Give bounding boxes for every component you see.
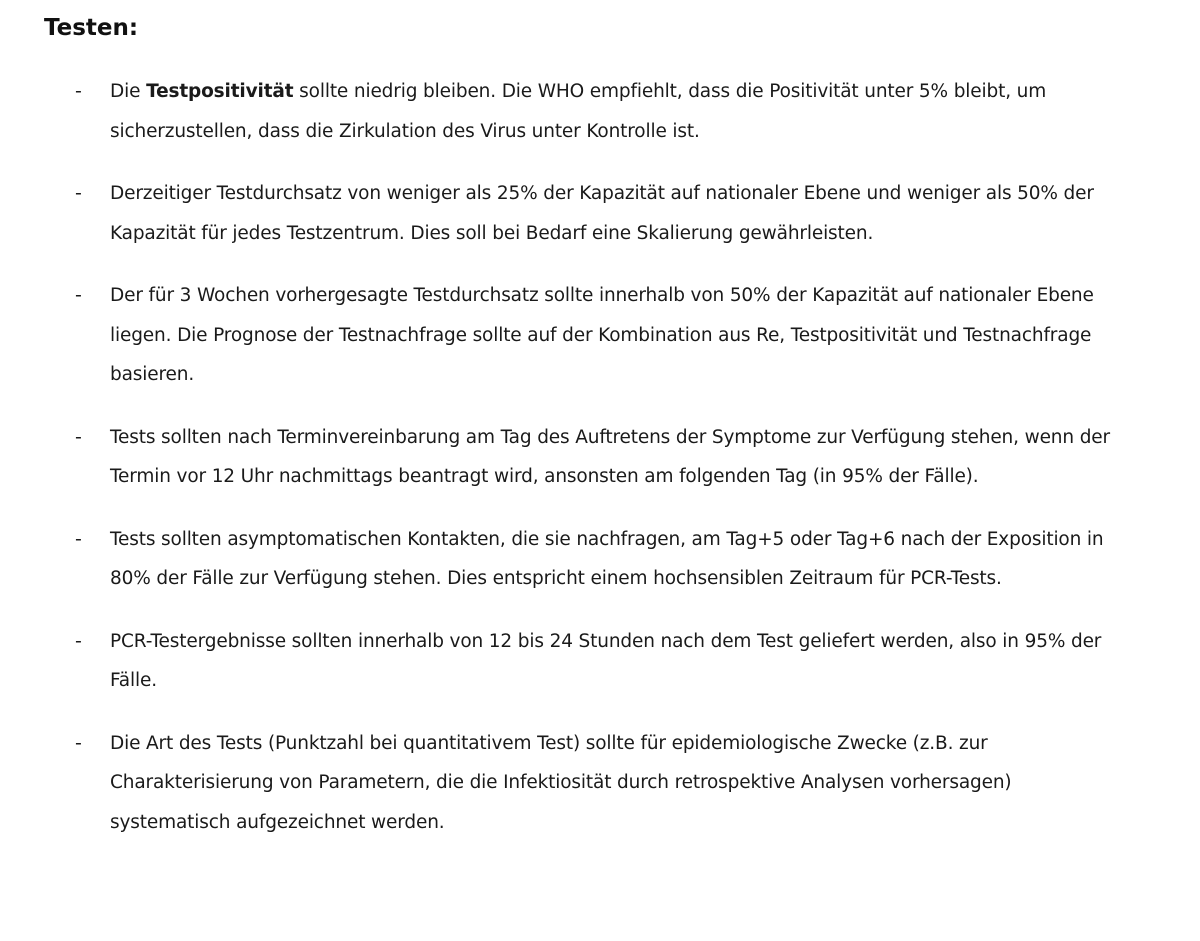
bullet-dash: - — [75, 284, 82, 306]
list-item-text: PCR-Testergebnisse sollten innerhalb von 12 bis 24 Stunden nach dem Test geliefert werden, also in 95% der Fälle. — [110, 630, 1102, 691]
list-item-appointment-availability — [0, 418, 1200, 497]
list-item-text: Derzeitiger Testdurchsatz von weniger als 25% der Kapazität auf nationaler Ebene und weniger als 50% der Kapazität für jedes Testzentrum. Dies soll bei Bedarf eine Skalierung gewährleisten. — [110, 183, 1094, 244]
text-before: Die — [110, 81, 147, 102]
list-item-forecast-throughput — [0, 276, 1200, 395]
list-item-text — [110, 72, 1120, 151]
bullet-dash: - — [75, 80, 82, 102]
list-item-test-type-recording — [0, 724, 1200, 843]
bullet-dash: - — [75, 425, 82, 448]
list-item-asymptomatic-contacts — [0, 520, 1200, 599]
text-after: sollte niedrig bleiben. Die WHO empfiehlt, dass die Positivität unter 5% bleibt, um sicherzustellen, dass die Zirkulation des Virus unter Kontrolle ist. — [110, 81, 1047, 142]
bullet-dash: - — [75, 731, 82, 754]
testing-criteria-list — [0, 72, 1200, 865]
list-item-text: Tests sollten asymptomatischen Kontakten, die sie nachfragen, am Tag+5 oder Tag+6 nach der Exposition in 80% der Fälle zur Verfügung stehen. Dies entspricht einem hochsensiblen Zeitraum für PCR-Tests. — [110, 528, 1104, 589]
section-heading: Testen: — [44, 15, 139, 41]
list-item-text: Tests sollten nach Terminvereinbarung am Tag des Auftretens der Symptome zur Verfügung stehen, wenn der Termin vor 12 Uhr nachmittags beantragt wird, ansonsten am folgenden Tag (in 95% der Fälle). — [110, 426, 1110, 487]
list-item-pcr-results — [0, 622, 1200, 701]
list-item-test-throughput — [0, 174, 1200, 253]
list-item-text: Die Art des Tests (Punktzahl bei quantitativem Test) sollte für epidemiologische Zwecke (z.B. zur Charakterisierung von Parametern, die die Infektiosität durch retrospektive Analysen vorhersagen) systematisch aufgezeichnet werden. — [110, 732, 1012, 833]
list-item-test-positivity — [0, 72, 1200, 151]
bullet-dash: - — [75, 182, 82, 204]
bullet-dash: - — [75, 629, 82, 652]
list-item-text: Der für 3 Wochen vorhergesagte Testdurchsatz sollte innerhalb von 50% der Kapazität auf nationaler Ebene liegen. Die Prognose der Testnachfrage sollte auf der Kombination aus Re, Testpositivität und Testnachfrage basieren. — [110, 285, 1094, 385]
bold-term: Testpositivität — [146, 81, 294, 102]
bullet-dash: - — [75, 527, 82, 550]
